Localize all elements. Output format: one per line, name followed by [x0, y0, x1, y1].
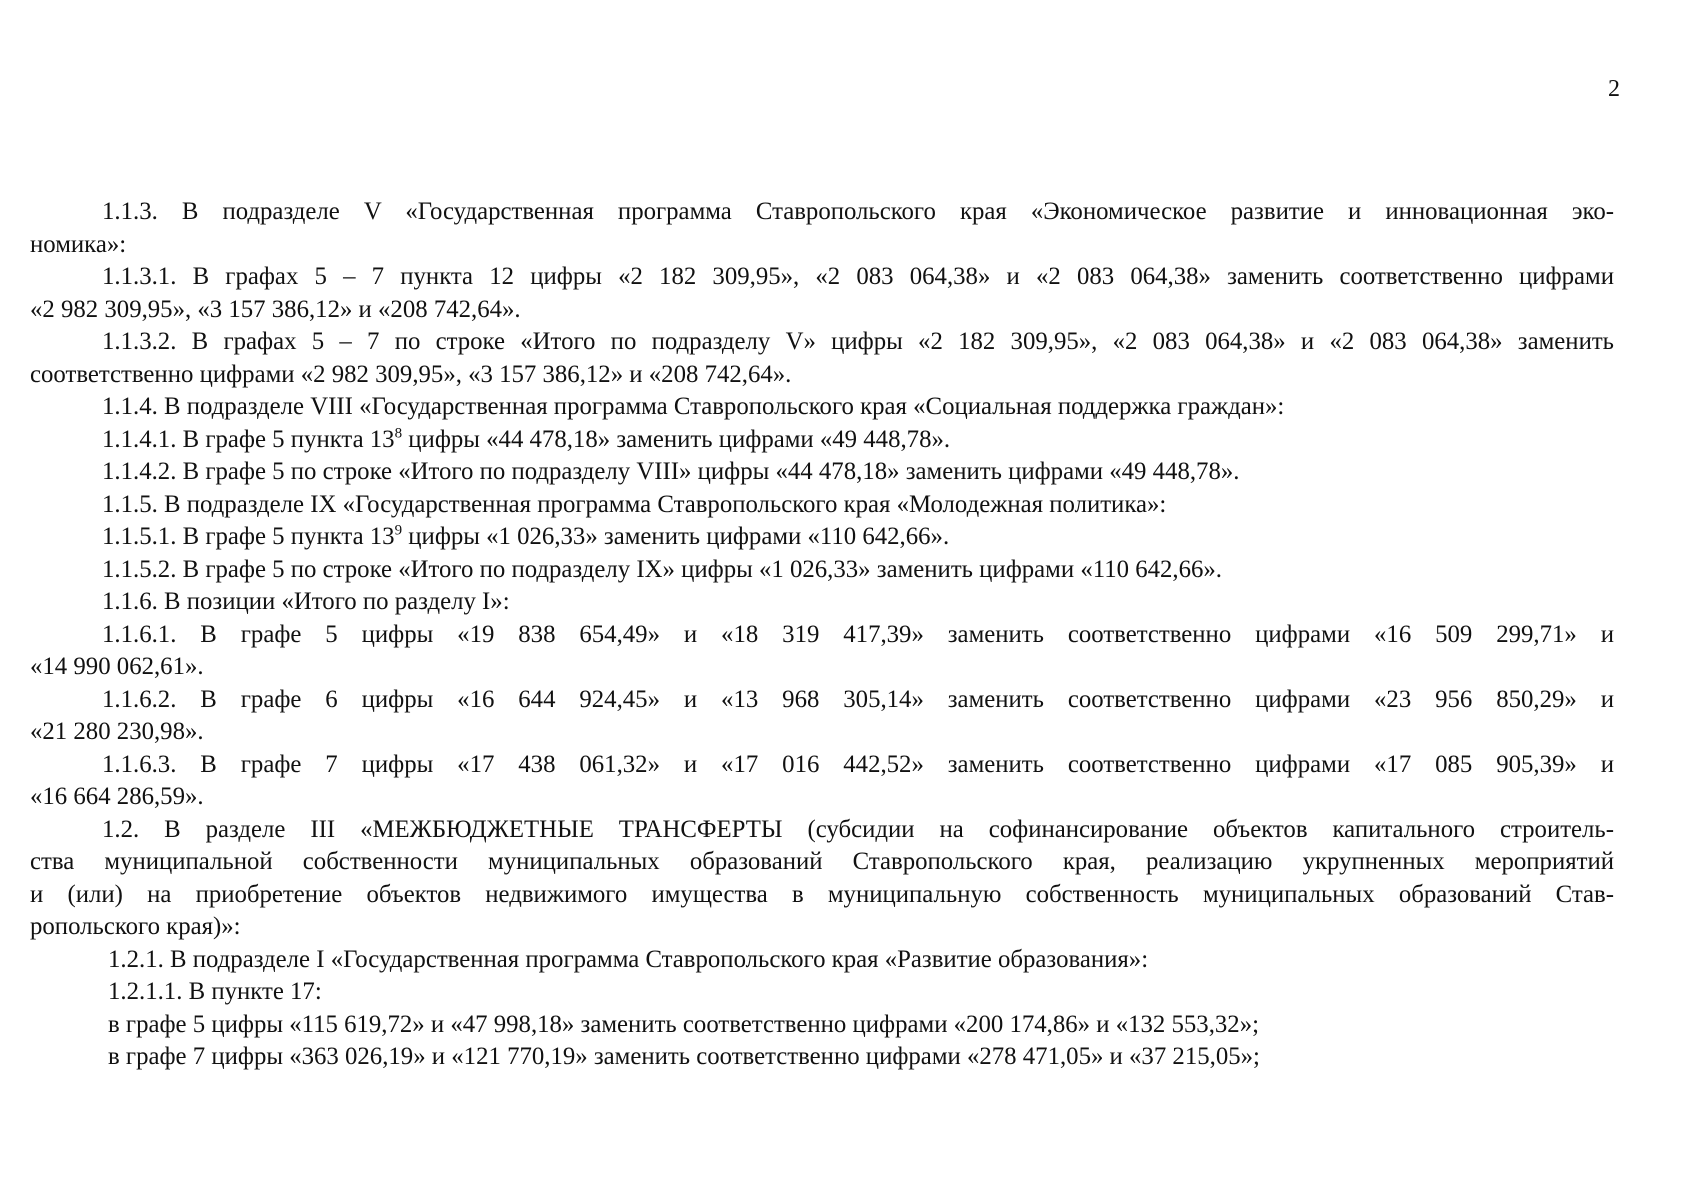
text-line: номика»:	[30, 230, 127, 258]
document-body	[30, 196, 1614, 1074]
text-line: 1.1.4.2. В графе 5 по строке «Итого по подразделу VIII» цифры «44 478,18» заменить цифрами «49 448,78».	[102, 458, 1240, 485]
text-line: 1.1.4. В подразделе VIII «Государственная программа Ставропольского края «Социальная поддержка граждан»:	[102, 393, 1285, 420]
text-segment: 1.1.4.1. В графе 5 пункта 13	[102, 425, 395, 453]
text-line: 1.1.3.1. В графах 5 – 7 пункта 12 цифры «2 182 309,95», «2 083 064,38» и «2 083 064,38» заменить соответственно цифрами	[102, 263, 1614, 290]
text-line: и (или) на приобретение объектов недвижимого имущества в муниципальную собственность муниципальных образований Став-	[30, 880, 1614, 908]
superscript: 8	[394, 425, 403, 442]
text-line: «21 280 230,98».	[30, 718, 204, 745]
text-line: 1.2.1. В подразделе I «Государственная программа Ставропольского края «Развитие образования»:	[108, 945, 1149, 973]
text-line: 1.1.6.3. В графе 7 цифры «17 438 061,32» и «17 016 442,52» заменить соответственно цифрами «17 085 905,39» и	[102, 750, 1614, 778]
text-line: 1.1.6. В позиции «Итого по разделу I»:	[102, 588, 510, 615]
text-line: 1.2. В разделе III «МЕЖБЮДЖЕТНЫЕ ТРАНСФЕРТЫ (субсидии на софинансирование объектов капитального строитель-	[102, 815, 1614, 843]
text-line: «16 664 286,59».	[30, 783, 204, 810]
text-line: 1.1.6.1. В графе 5 цифры «19 838 654,49» и «18 319 417,39» заменить соответственно цифрами «16 509 299,71» и	[102, 620, 1614, 648]
text-segment: цифры «44 478,18» заменить цифрами «49 448,78».	[402, 425, 951, 453]
text-line: «14 990 062,61».	[30, 653, 204, 680]
text-segment: 1.1.5.1. В графе 5 пункта 13	[102, 523, 395, 550]
text-line	[30, 424, 1614, 457]
text-line	[30, 521, 1614, 554]
superscript: 9	[394, 522, 403, 539]
text-segment: цифры «1 026,33» заменить цифрами «110 642,66».	[402, 523, 950, 550]
text-line: в графе 5 цифры «115 619,72» и «47 998,18» заменить соответственно цифрами «200 174,86» и «132 553,32»;	[108, 1010, 1259, 1038]
text-line: в графе 7 цифры «363 026,19» и «121 770,19» заменить соответственно цифрами «278 471,05» и «37 215,05»;	[108, 1043, 1260, 1070]
text-line: ства муниципальной собственности муниципальных образований Ставропольского края, реализацию укрупненных мероприятий	[30, 848, 1614, 875]
text-line: 1.1.5. В подразделе IX «Государственная программа Ставропольского края «Молодежная политика»:	[102, 490, 1167, 518]
page-number: 2	[1608, 76, 1620, 102]
text-line: 1.1.6.2. В графе 6 цифры «16 644 924,45» и «13 968 305,14» заменить соответственно цифрами «23 956 850,29» и	[102, 685, 1614, 713]
text-line: «2 982 309,95», «3 157 386,12» и «208 742,64».	[30, 295, 521, 323]
text-line: 1.2.1.1. В пункте 17:	[108, 978, 322, 1005]
text-line: ропольского края)»:	[30, 913, 241, 940]
text-line: соответственно цифрами «2 982 309,95», «3 157 386,12» и «208 742,64».	[30, 360, 792, 388]
text-line: 1.1.3. В подразделе V «Государственная программа Ставропольского края «Экономическое развитие и инновационная эко-	[102, 198, 1614, 225]
text-line: 1.1.3.2. В графах 5 – 7 по строке «Итого по подразделу V» цифры «2 182 309,95», «2 083 064,38» и «2 083 064,38» заменить	[102, 328, 1614, 355]
text-line: 1.1.5.2. В графе 5 по строке «Итого по подразделу IX» цифры «1 026,33» заменить цифрами «110 642,66».	[102, 555, 1222, 583]
